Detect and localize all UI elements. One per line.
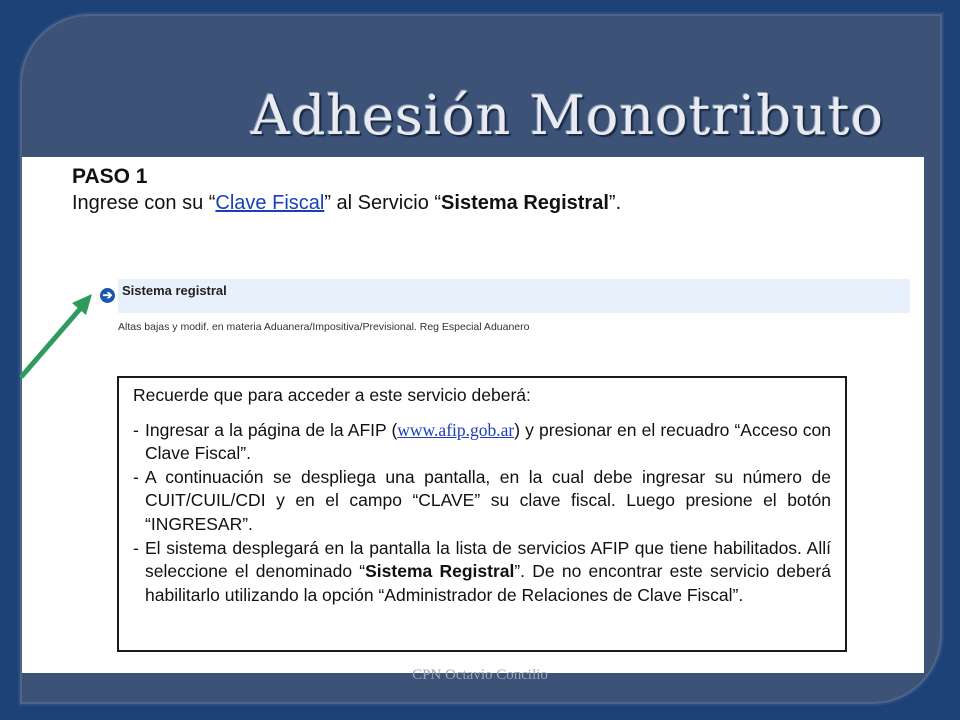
reminder-item-1: - Ingresar a la página de la AFIP (www.afip.gob.ar) y presionar en el recuadro “Acceso con Clave Fiscal”. (133, 419, 832, 464)
step-text-after: ”. (608, 192, 622, 214)
item2-text: A continuación se despliega una pantalla, en la cual debe ingresar su número de CUIT/CUIL/CDI y en el campo “CLAVE” su clave fiscal. Luego presione el botón “INGRESAR”. (145, 466, 831, 534)
step-text-middle: ” al Servicio “ (324, 192, 442, 214)
item3-service-name: Sistema Registral (365, 561, 515, 582)
step-heading: PASO 1 (72, 165, 148, 188)
slide-title: Adhesión Monotributo (250, 84, 884, 147)
step-text-before: Ingrese con su “ (72, 192, 216, 214)
item3-text-after: ”. De no encontrar este servicio deberá habilitarlo utilizando la opción “Administrador de Relaciones de Clave Fiscal”. (145, 561, 831, 605)
afip-website-link[interactable]: www.afip.gob.ar (397, 419, 515, 440)
item1-text-before: Ingresar a la página de la AFIP ( (145, 419, 398, 440)
service-description: Altas bajas y modif. en materia Aduanera/Impositiva/Previsional. Reg Especial Aduanero (118, 321, 530, 333)
reminder-item-3: - El sistema desplegará en la pantalla la lista de servicios AFIP que tiene habilitados. Allí seleccione el denominado “Sistema Registral”. De no encontrar este servicio deberá habilitarlo utilizando la opción “Administrador de Relaciones de Clave Fiscal”. (133, 537, 831, 605)
slide-footer: CPN Octavio Concilio (412, 667, 548, 683)
service-name-link[interactable]: Sistema registral (122, 283, 227, 298)
clave-fiscal-link[interactable]: Clave Fiscal (215, 192, 325, 214)
reminder-intro: Recuerde que para acceder a este servicio deberá: (133, 385, 531, 405)
item1-text-after: ) y presionar en el recuadro “Acceso con Clave Fiscal”. (145, 419, 832, 464)
step-service-name: Sistema Registral (441, 192, 609, 214)
reminder-item-2: - A continuación se despliega una pantalla, en la cual debe ingresar su número de CUIT/CUIL/CDI y en el campo “CLAVE” su clave fiscal. Luego presione el botón “INGRESAR”. (133, 466, 831, 537)
arrow-right-circle-icon[interactable]: ➔ (100, 288, 115, 303)
item3-text-before: El sistema desplegará en la pantalla la lista de servicios AFIP que tiene habilitados. Allí seleccione el denominado “ (145, 537, 831, 582)
